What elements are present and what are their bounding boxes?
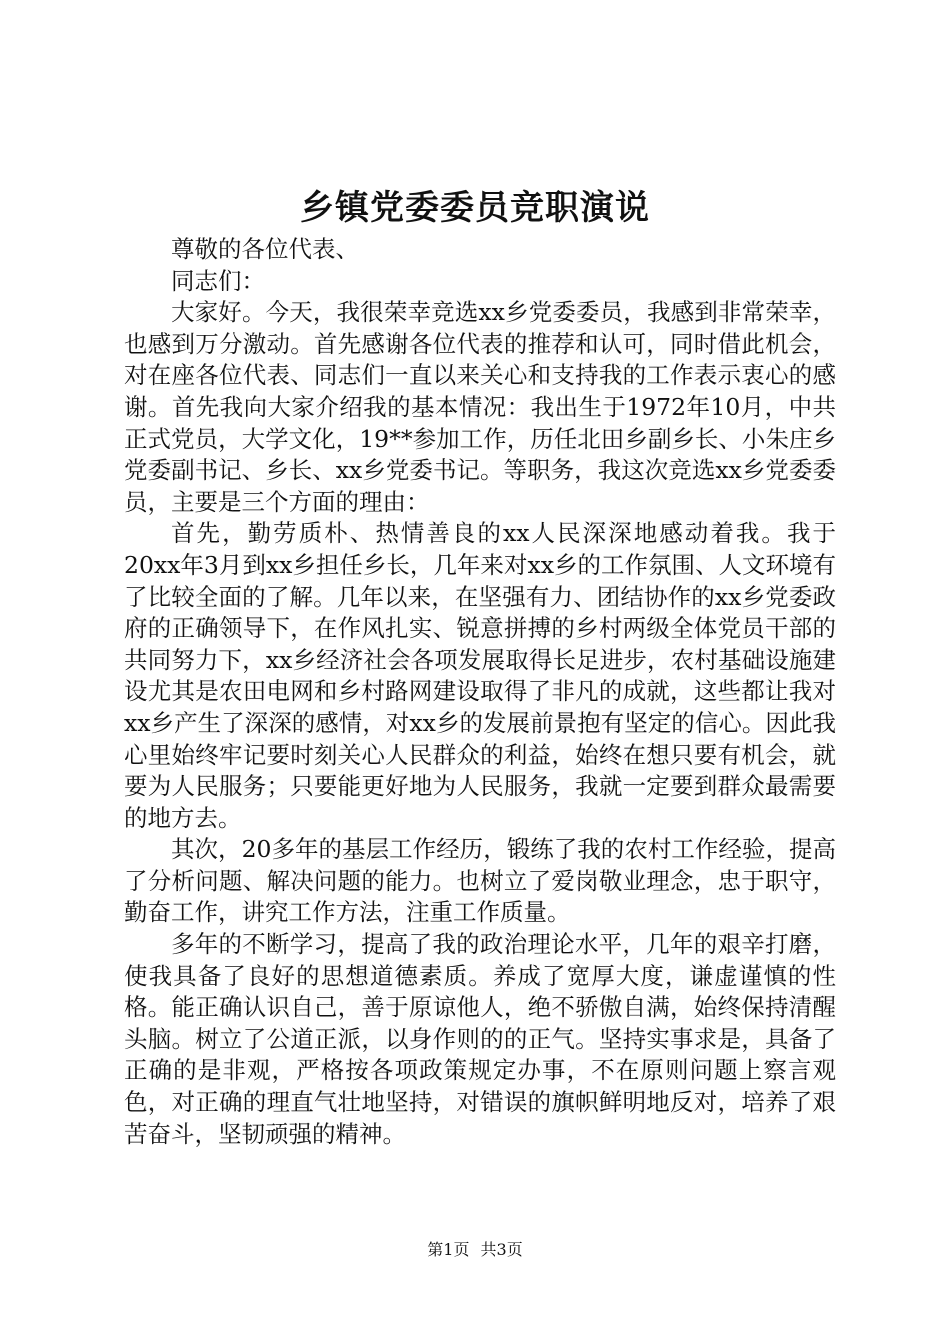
page-number: 第1页 — [427, 1240, 470, 1259]
page-footer — [0, 1239, 950, 1261]
salutation-line: 尊敬的各位代表、 — [171, 235, 359, 263]
body-paragraph: 首先，勤劳质朴、热情善良的xx人民深深地感动着我。我于20xx年3月到xx乡担任乡长，几年来对xx乡的工作氛围、人文环境有了比较全面的了解。几年以来，在坚强有力、团结协作的xx乡党委政府的正确领导下，在作风扎实、锐意拼搏的乡村两级全体党员干部的共同努力下，xx乡经济社会各项发展取得长足进步，农村基础设施建设尤其是农田电网和乡村路网建设取得了非凡的成就，这些都让我对xx乡产生了深深的感情，对xx乡的发展前景抱有坚定的信心。因此我心里始终牢记要时刻关心人民群众的利益，始终在想只要有机会，就要为人民服务；只要能更好地为人民服务，我就一定要到群众最需要的地方去。 — [124, 519, 836, 832]
body-paragraph: 大家好。今天，我很荣幸竞选xx乡党委委员，我感到非常荣幸，也感到万分激动。首先感谢各位代表的推荐和认可，同时借此机会，对在座各位代表、同志们一直以来关心和支持我的工作表示衷心的感谢。首先我向大家介绍我的基本情况：我出生于1972年10月，中共正式党员，大学文化，19**参加工作，历任北田乡副乡长、小朱庄乡党委副书记、乡长、xx乡党委书记。等职务，我这次竞选xx乡党委委员，主要是三个方面的理由： — [124, 298, 836, 516]
document-body — [124, 234, 836, 1150]
page-total: 共3页 — [480, 1240, 523, 1259]
body-paragraph: 多年的不断学习，提高了我的政治理论水平，几年的艰辛打磨，使我具备了良好的思想道德素质。养成了宽厚大度，谦虚谨慎的性格。能正确认识自己，善于原谅他人，绝不骄傲自满，始终保持清醒头脑。树立了公道正派，以身作则的的正气。坚持实事求是，具备了正确的是非观，严格按各项政策规定办事，不在原则问题上察言观色，对正确的理直气壮地坚持，对错误的旗帜鲜明地反对，培养了艰苦奋斗，坚韧顽强的精神。 — [124, 930, 836, 1148]
document-title: 乡镇党委委员竞职演说 — [300, 188, 650, 228]
salutation-line: 同志们： — [171, 266, 265, 295]
body-paragraph: 其次，20多年的基层工作经历，锻练了我的农村工作经验，提高了分析问题、解决问题的能力。也树立了爱岗敬业理念，忠于职守，勤奋工作，讲究工作方法，注重工作质量。 — [124, 835, 836, 927]
